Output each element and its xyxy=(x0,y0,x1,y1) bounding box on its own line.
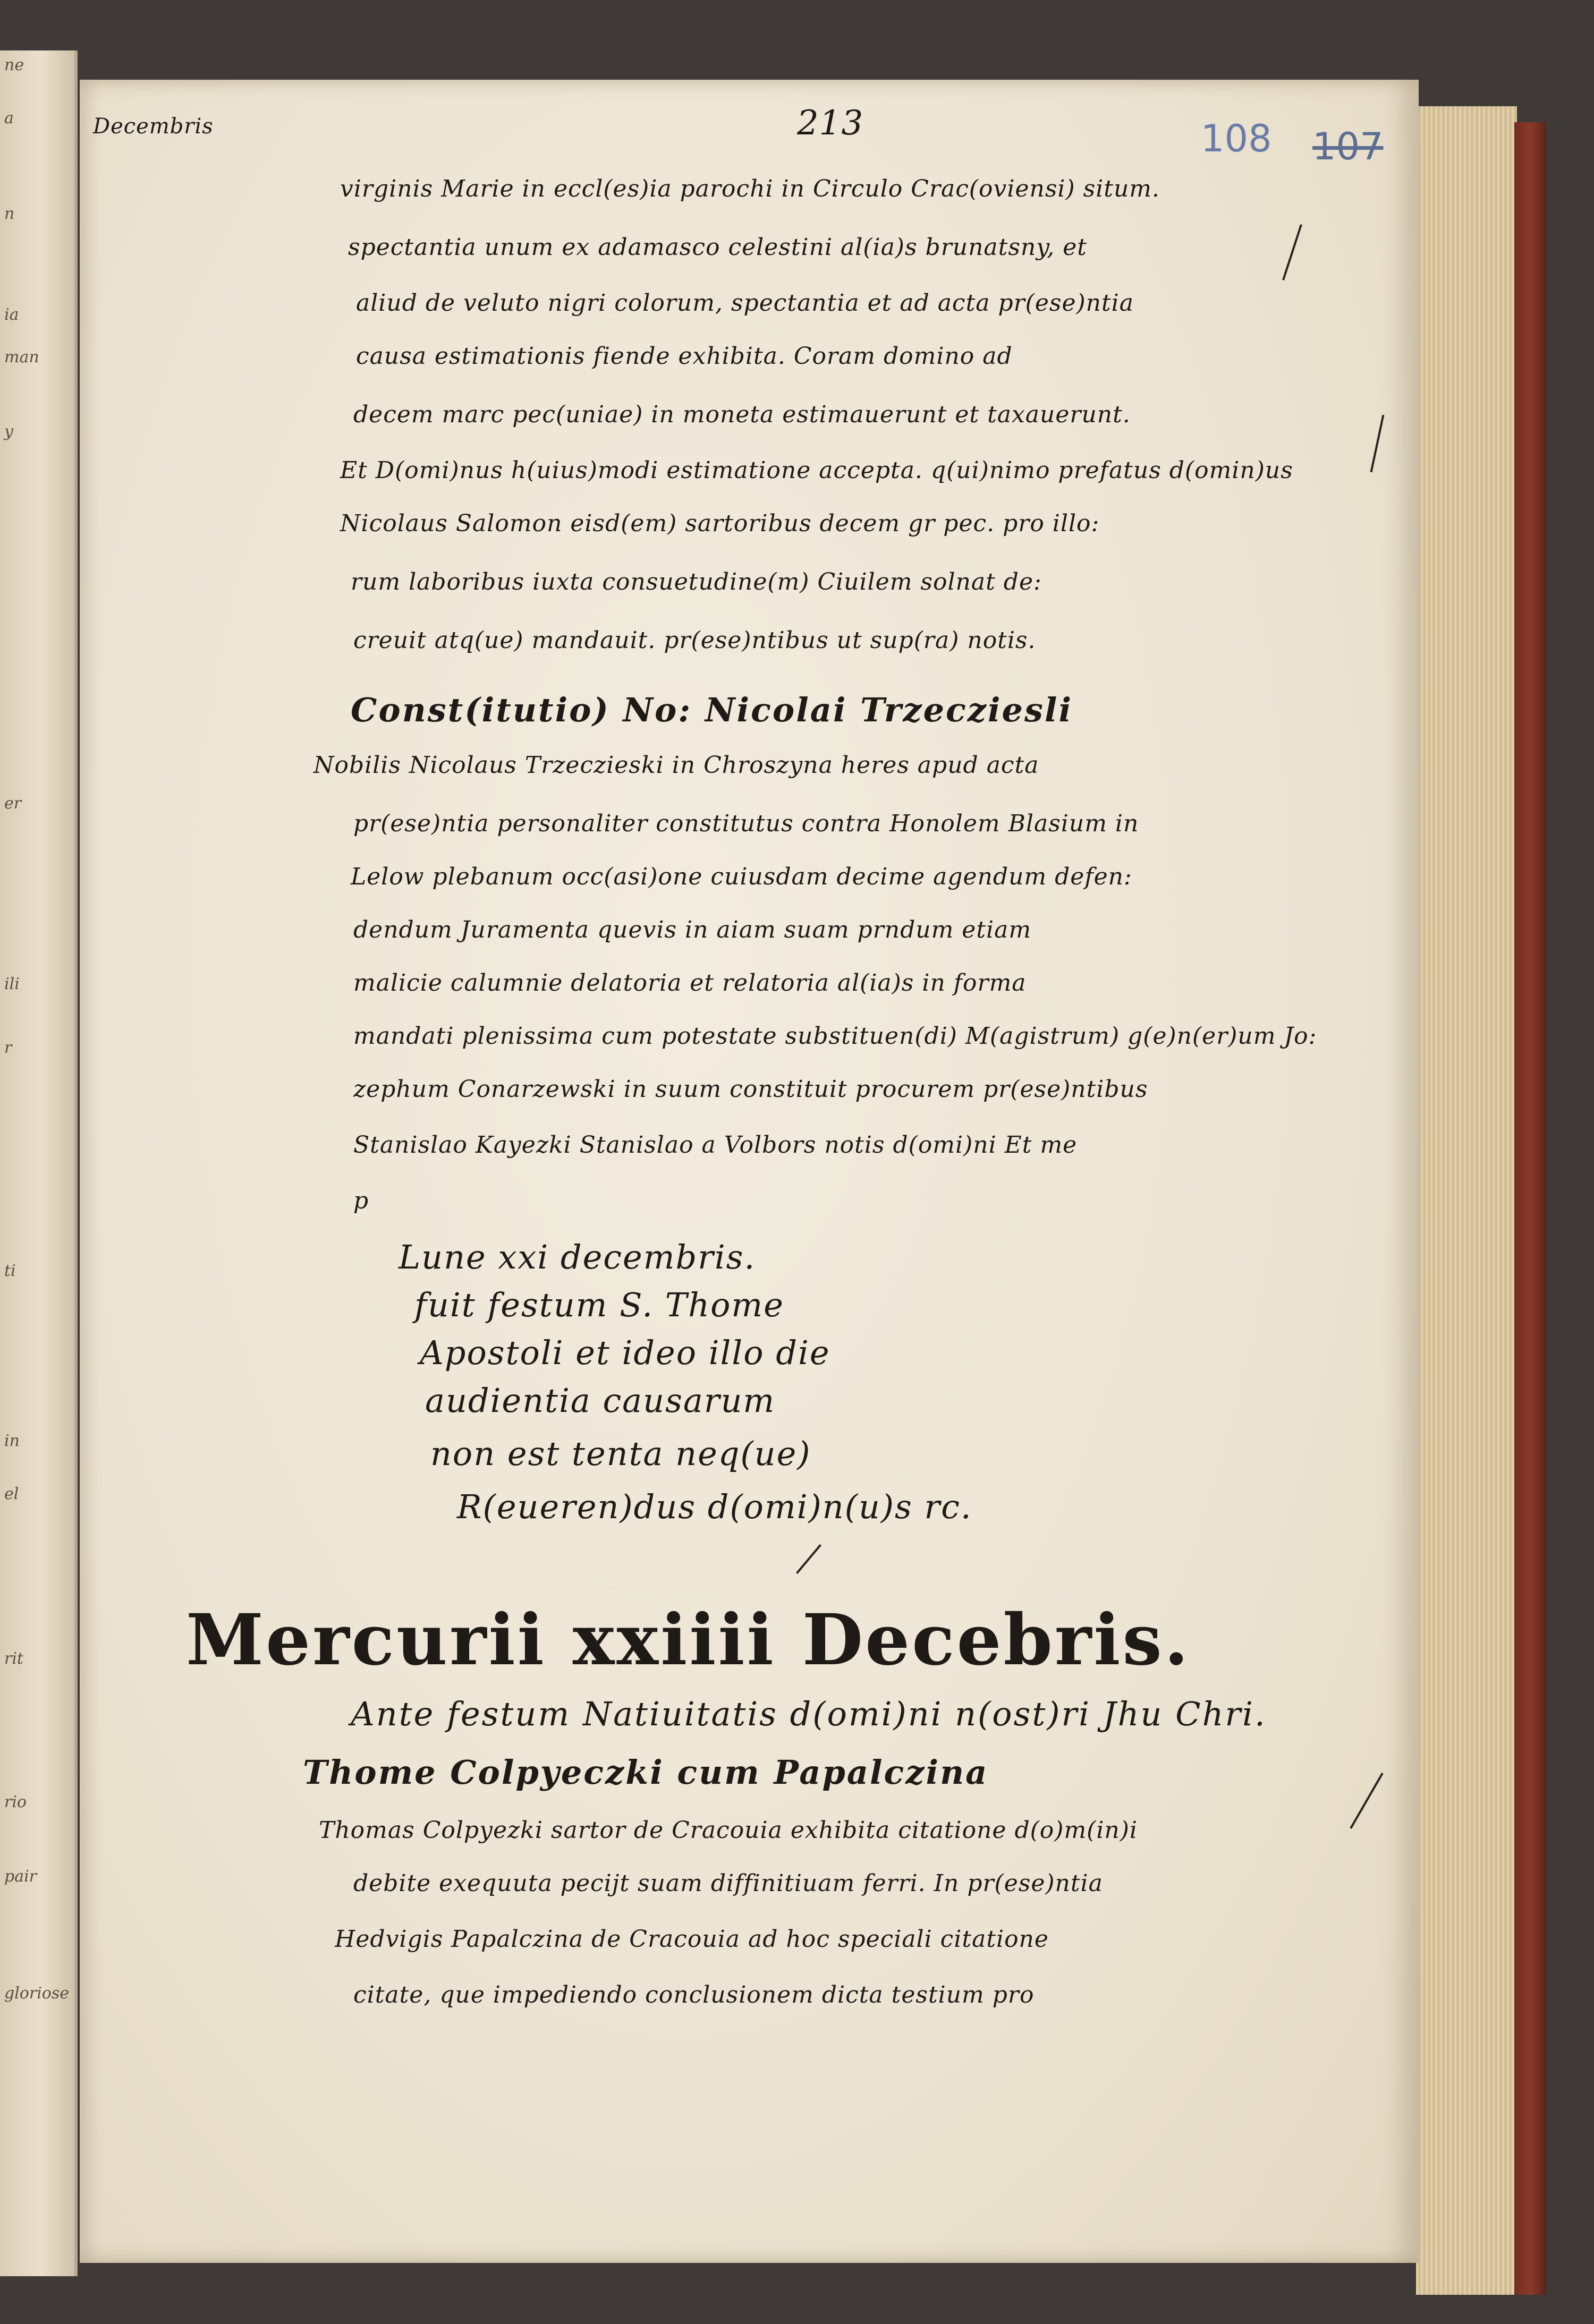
text-line: Et D(omi)nus h(uius)modi estimatione accepta. q(ui)nimo prefatus d(omin)us xyxy=(340,457,1293,484)
note-line: non est tenta neq(ue) xyxy=(430,1434,811,1473)
text-line: dendum Juramenta quevis in aiam suam prndum etiam xyxy=(353,916,1032,943)
text-line: Stanislao Kayezki Stanislao a Volbors notis d(omi)ni Et me xyxy=(353,1131,1078,1159)
left-margin-fragment: a xyxy=(4,109,14,127)
previous-page-edge xyxy=(0,50,78,2276)
text-line: aliud de veluto nigri colorum, spectantia et ad acta pr(ese)ntia xyxy=(356,290,1134,317)
note-line: Apostoli et ideo illo die xyxy=(420,1333,830,1372)
text-line: p xyxy=(353,1187,369,1214)
book-cover-edge xyxy=(1514,122,1546,2295)
left-margin-fragment: r xyxy=(4,1038,12,1057)
left-margin-fragment: ia xyxy=(4,305,19,324)
note-line: R(eueren)dus d(omi)n(u)s rc. xyxy=(457,1487,972,1526)
left-margin-fragment: man xyxy=(4,348,39,367)
left-margin-fragment: rio xyxy=(4,1793,27,1811)
text-line: spectantia unum ex adamasco celestini al(ia)s brunatsny, et xyxy=(348,234,1087,261)
day-subtitle: Ante festum Natiuitatis d(omi)ni n(ost)ri Jhu Chri. xyxy=(351,1695,1267,1733)
left-margin-fragment: in xyxy=(4,1432,20,1450)
text-line: zephum Conarzewski in suum constituit procurem pr(ese)ntibus xyxy=(353,1076,1148,1103)
text-line: Nicolaus Salomon eisd(em) sartoribus decem gr pec. pro illo: xyxy=(340,510,1100,537)
text-line: creuit atq(ue) mandauit. pr(ese)ntibus ut sup(ra) notis. xyxy=(353,627,1036,654)
text-line: mandati plenissima cum potestate substituen(di) M(agistrum) g(e)n(er)um Jo: xyxy=(353,1023,1317,1050)
book-fore-edge xyxy=(1416,106,1517,2295)
left-margin-fragment: pair xyxy=(4,1867,37,1886)
text-line: Lelow plebanum occ(asi)one cuiusdam decime agendum defen: xyxy=(351,863,1132,890)
left-margin-fragment: gloriose xyxy=(4,1984,70,2003)
left-margin-fragment: ti xyxy=(4,1262,16,1280)
note-line: fuit festum S. Thome xyxy=(414,1286,784,1324)
left-margin-fragment: er xyxy=(4,794,22,813)
day-title: Mercurii xxiiii Decebris. xyxy=(186,1599,1191,1681)
margin-month-heading: Decembris xyxy=(93,114,214,139)
section-heading-colpyeczki: Thome Colpyeczki cum Papalczina xyxy=(303,1753,989,1792)
text-line: decem marc pec(uniae) in moneta estimauerunt et taxauerunt. xyxy=(353,401,1131,428)
folio-struck-number: 107 xyxy=(1312,125,1384,168)
text-line: Hedvigis Papalczina de Cracouia ad hoc speciali citatione xyxy=(335,1926,1049,1953)
folio-number: 213 xyxy=(797,104,864,143)
left-margin-fragment: ne xyxy=(4,56,24,74)
text-line: malicie calumnie delatoria et relatoria al(ia)s in forma xyxy=(353,969,1027,997)
text-line: citate, que impediendo conclusionem dicta testium pro xyxy=(353,1981,1035,2008)
text-line: pr(ese)ntia personaliter constitutus contra Honolem Blasium in xyxy=(353,810,1139,837)
note-line: audientia causarum xyxy=(425,1381,776,1420)
text-line: Thomas Colpyezki sartor de Cracouia exhibita citatione d(o)m(in)i xyxy=(319,1817,1138,1844)
note-line: Lune xxi decembris. xyxy=(398,1238,756,1276)
left-margin-fragment: ili xyxy=(4,975,20,993)
left-margin-fragment: y xyxy=(4,422,13,441)
text-line: virginis Marie in eccl(es)ia parochi in Circulo Crac(oviensi) situm. xyxy=(340,175,1160,202)
text-line: causa estimationis fiende exhibita. Coram domino ad xyxy=(356,343,1013,370)
left-margin-fragment: el xyxy=(4,1485,19,1503)
left-margin-fragment: n xyxy=(4,205,15,223)
folio-alt-number: 108 xyxy=(1201,117,1272,160)
text-line: Nobilis Nicolaus Trzeczieski in Chroszyna heres apud acta xyxy=(313,752,1039,779)
left-margin-fragment: rit xyxy=(4,1649,23,1668)
section-heading-constitutio: Const(itutio) No: Nicolai Trzecziesli xyxy=(351,691,1073,729)
text-line: rum laboribus iuxta consuetudine(m) Ciuilem solnat de: xyxy=(351,568,1042,595)
text-line: debite exequuta pecijt suam diffinitiuam ferri. In pr(ese)ntia xyxy=(353,1870,1103,1897)
